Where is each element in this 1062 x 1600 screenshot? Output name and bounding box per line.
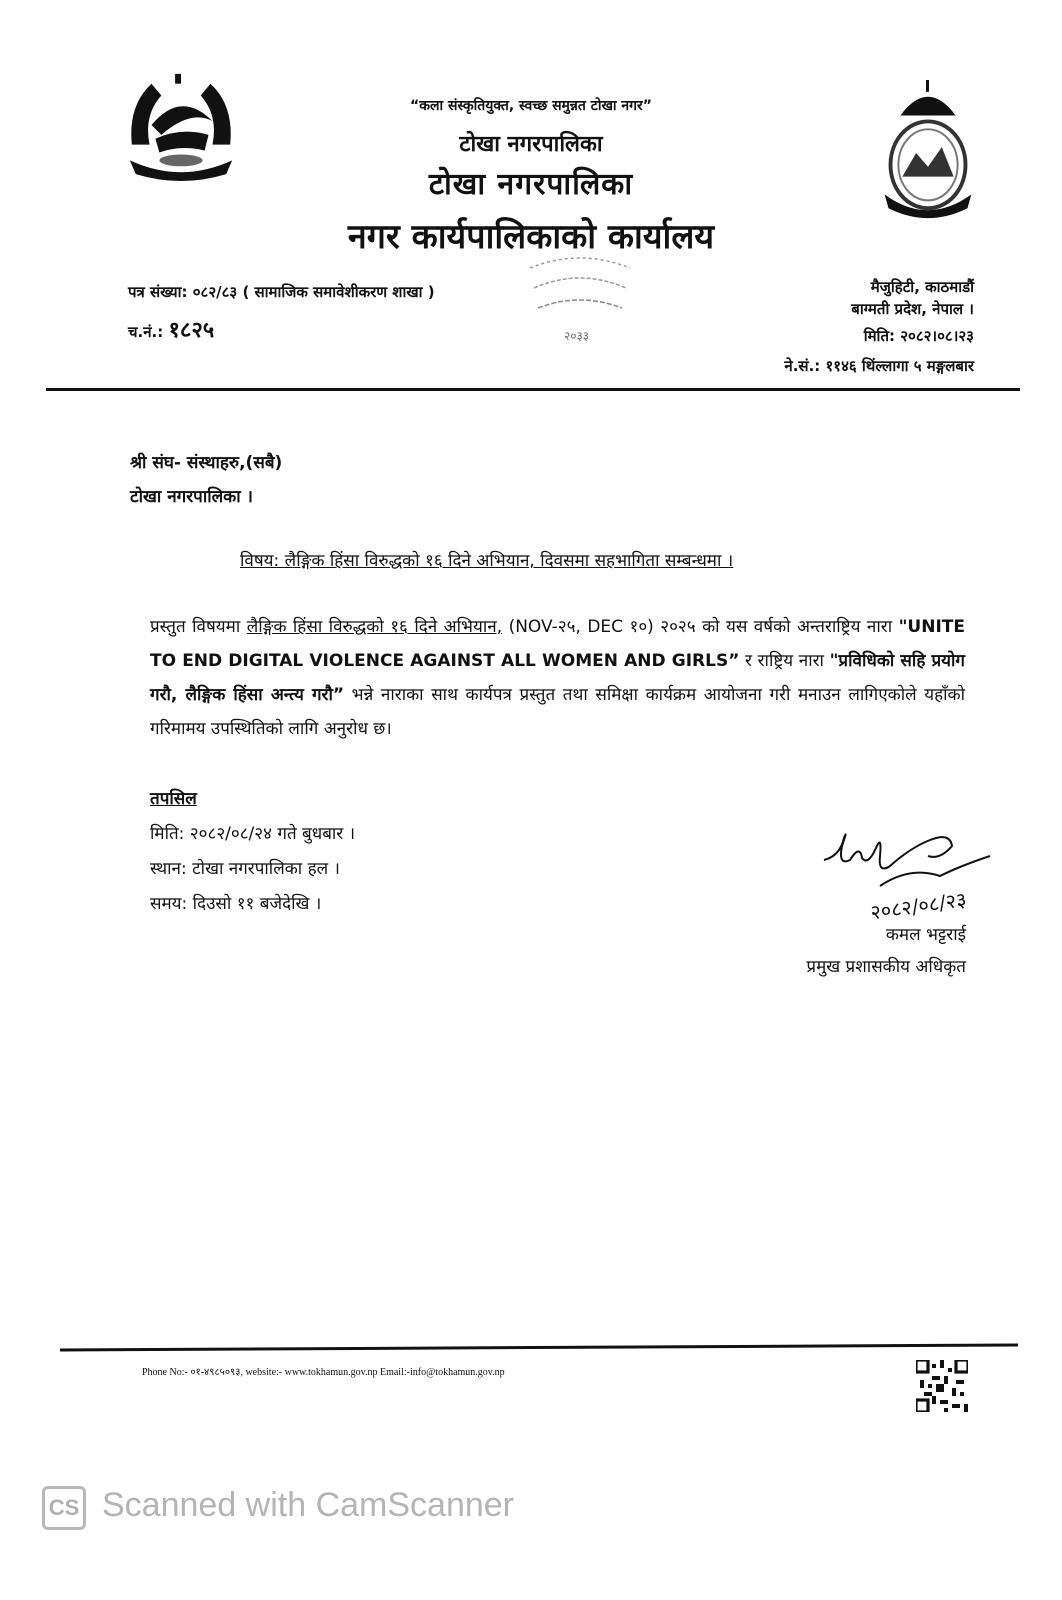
footer-contact: Phone No:- ०१-४९८५०९३, website:- www.tokhamun.gov.np Email:-info@tokhamun.gov.np: [142, 1367, 505, 1378]
event-date: मिति: २०८२/०८/२४ गते बुधबार ।: [150, 824, 356, 844]
letter-reference-number: पत्र संख्या: ०८२/८३ ( सामाजिक समावेशीकरण शाखा ): [128, 283, 435, 301]
camscanner-watermark: Scanned with CamScanner: [102, 1486, 515, 1524]
address-line-1: मैजुहिटी, काठमाडौं: [870, 278, 974, 296]
addressee-block: [130, 446, 282, 514]
body-request: भन्ने नाराका साथ कार्यपत्र प्रस्तुत तथा समिक्षा कार्यक्रम आयोजना गरी मनाउन लागिएकोले यहाँको गरिमामय उपस्थितिको लागि अनुरोध छ।: [150, 685, 965, 739]
municipality-name-stylized: टोखा नगरपालिका: [428, 167, 634, 202]
signature-date: २०८२/०८/२३: [868, 887, 968, 925]
office-address: [851, 276, 974, 320]
details-heading: तपसिल: [150, 789, 197, 809]
event-venue: स्थान: टोखा नगरपालिका हल ।: [150, 859, 340, 879]
camscanner-logo-icon: CS: [42, 1486, 86, 1530]
handwritten-signature: [820, 826, 1000, 926]
event-details: [150, 782, 355, 922]
dispatch-label: च.नं.:: [128, 323, 164, 341]
letter-body: [150, 610, 965, 746]
event-time: समय: दिउसो ११ बजेदेखि ।: [150, 894, 322, 914]
office-seal-stamp: [520, 248, 640, 348]
municipality-name: टोखा नगरपालिका: [459, 132, 603, 157]
body-dates: (NOV-२५, DEC १०) २०२५ को यस वर्षको अन्तराष्ट्रिय नारा: [502, 617, 899, 637]
international-slogan: "UNITE TO END DIGITAL VIOLENCE AGAINST ALL WOMEN AND GIRLS”: [150, 617, 965, 671]
office-name: नगर कार्यपालिकाको कार्यालय: [347, 217, 715, 257]
address-line-2: बाग्मती प्रदेश, नेपाल ।: [851, 300, 974, 318]
body-connector: र राष्ट्रिय नारा: [739, 651, 830, 671]
footer-divider: [60, 1343, 1018, 1351]
campaign-name: लैङ्गिक हिंसा विरुद्धको १६ दिने अभियान,: [246, 617, 503, 637]
dispatch-value: १८२५: [168, 318, 215, 343]
signatory-title: प्रमुख प्रशासकीय अधिकृत: [806, 957, 966, 977]
letter-subject: विषय: लैङ्गिक हिंसा विरुद्धको १६ दिने अभियान, दिवसमा सहभागिता सम्बन्धमा ।: [240, 551, 734, 571]
body-intro: प्रस्तुत विषयमा: [150, 617, 247, 637]
signatory-name: कमल भट्टराई: [885, 925, 966, 945]
stamp-year: २०३३: [564, 329, 589, 343]
qr-code[interactable]: [916, 1360, 968, 1412]
dispatch-number: [128, 314, 214, 344]
municipality-motto: “कला संस्कृतियुक्त, स्वच्छ समुन्नत टोखा नगर”: [410, 98, 652, 114]
header-divider: [46, 388, 1020, 391]
letter-date: मिति: २०८२।०८।२३: [863, 327, 974, 345]
addressee-line-2: टोखा नगरपालिका ।: [130, 487, 253, 507]
nepal-sambat-date: ने.सं.: ११४६ थिंल्लागा ५ मङ्गलबार: [784, 357, 974, 375]
addressee-line-1: श्री संघ- संस्थाहरु,(सबै): [130, 453, 283, 473]
national-slogan: "प्रविधिको सहि प्रयोग गरौ, लैङ्गिक हिंसा अन्त्य गरौ”: [150, 651, 965, 705]
